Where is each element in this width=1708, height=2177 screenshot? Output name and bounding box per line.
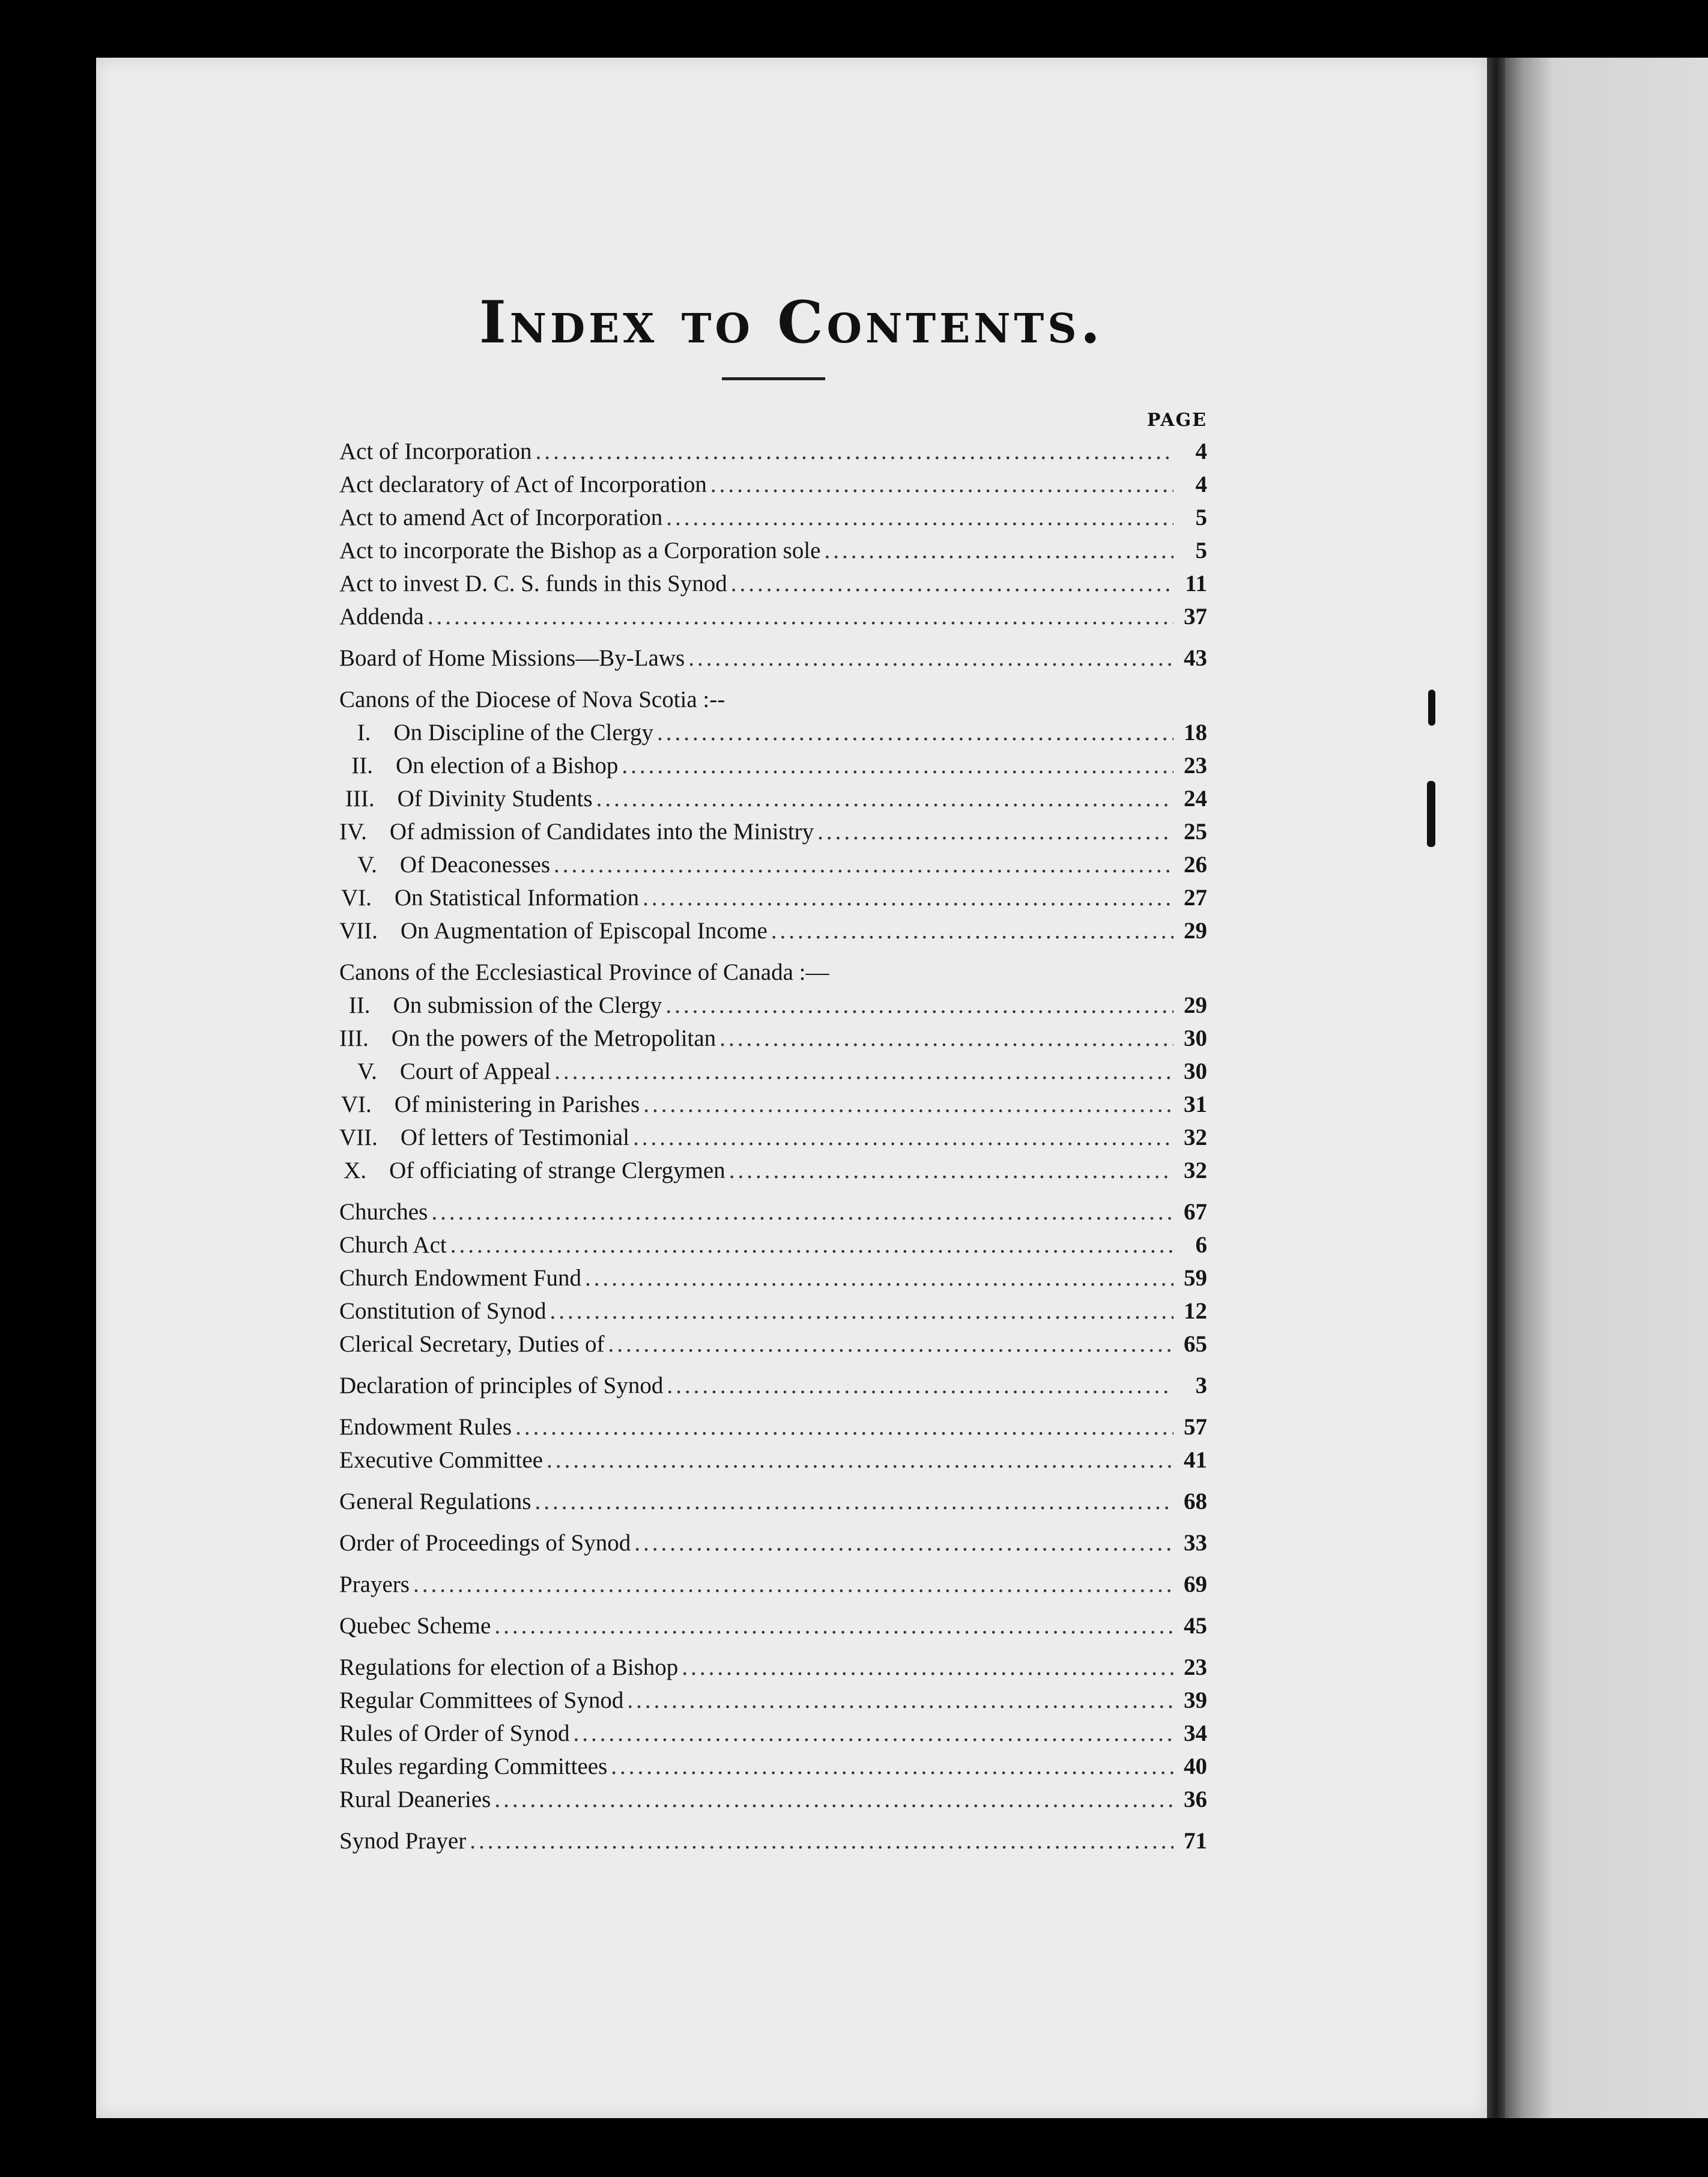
entry-page: 23	[1184, 1654, 1207, 1680]
entry-page: 57	[1184, 1414, 1207, 1440]
canons-heading: Canons of the Ecclesiastical Province of Canada :—	[339, 959, 829, 985]
dot-leader	[719, 1022, 1173, 1055]
canon-numeral: VI.	[341, 885, 372, 911]
entry-title: Declaration of principles of Synod	[339, 1373, 664, 1398]
dot-leader	[515, 1410, 1173, 1444]
canon-entry	[339, 782, 1207, 815]
dot-leader	[643, 1088, 1173, 1121]
index-entry	[339, 1328, 1207, 1361]
entry-title: Act declaratory of Act of Incorporation	[339, 472, 707, 497]
entry-page: 30	[1184, 1025, 1207, 1051]
dot-leader	[547, 1444, 1173, 1477]
entry-title: Order of Proceedings of Synod	[339, 1530, 631, 1556]
entry-title: Of ministering in Parishes	[394, 1092, 640, 1117]
index-entry	[339, 1195, 1207, 1228]
index-entry	[339, 567, 1207, 600]
canon-numeral: VII.	[339, 918, 378, 944]
binding-mark	[1428, 690, 1435, 726]
dot-leader	[771, 914, 1173, 947]
index-entry	[339, 1750, 1207, 1783]
dot-leader	[470, 1824, 1173, 1857]
entry-title: On the powers of the Metropolitan	[391, 1025, 716, 1051]
canon-entry	[339, 1154, 1207, 1187]
entry-title: Churches	[339, 1199, 428, 1225]
entry-page: 32	[1184, 1125, 1207, 1150]
dot-leader	[596, 782, 1173, 815]
entry-title: Constitution of Synod	[339, 1298, 547, 1324]
entry-page: 29	[1184, 992, 1207, 1018]
dot-leader	[731, 567, 1173, 600]
entry-title: Of Deaconesses	[399, 852, 551, 878]
canon-entry	[339, 989, 1207, 1022]
index-entry	[339, 501, 1207, 534]
index-entry	[339, 1410, 1207, 1444]
entry-title: Regulations for election of a Bishop	[339, 1654, 679, 1680]
entry-page: 65	[1184, 1331, 1207, 1357]
canon-entry	[339, 848, 1207, 881]
dot-leader	[608, 1328, 1173, 1361]
entry-title: General Regulations	[339, 1489, 531, 1514]
canon-entry	[339, 1055, 1207, 1088]
entry-title: Of admission of Candidates into the Ministry	[389, 819, 814, 845]
entry-page: 41	[1184, 1447, 1207, 1473]
canon-entry	[339, 1022, 1207, 1055]
book-gutter	[1487, 58, 1505, 2118]
entry-page: 18	[1184, 720, 1207, 745]
canon-entry	[339, 881, 1207, 914]
entry-page: 4	[1195, 472, 1207, 497]
entry-page: 71	[1184, 1828, 1207, 1854]
entry-title: Addenda	[339, 604, 424, 630]
index-entry	[339, 1485, 1207, 1518]
canon-numeral: VI.	[341, 1092, 372, 1117]
entry-page: 11	[1185, 571, 1207, 597]
canon-numeral: I.	[357, 720, 371, 745]
entry-page: 30	[1184, 1058, 1207, 1084]
index-entry	[339, 435, 1207, 468]
entry-page: 31	[1184, 1092, 1207, 1117]
canon-numeral: II.	[348, 992, 371, 1018]
entry-title: On submission of the Clergy	[393, 992, 662, 1018]
entry-page: 34	[1184, 1720, 1207, 1746]
entry-title: On Augmentation of Episcopal Income	[400, 918, 768, 944]
canons-heading: Canons of the Diocese of Nova Scotia :--	[339, 687, 725, 712]
index-entry	[339, 1444, 1207, 1477]
entry-title: Church Act	[339, 1232, 447, 1258]
entry-page: 39	[1184, 1687, 1207, 1713]
entry-title: Of Divinity Students	[397, 786, 593, 812]
entry-page: 29	[1184, 918, 1207, 944]
canon-numeral: V.	[357, 852, 377, 878]
canon-numeral: X.	[344, 1158, 367, 1183]
dot-leader	[413, 1568, 1173, 1601]
entry-title: On Discipline of the Clergy	[393, 720, 653, 745]
entry-title: Prayers	[339, 1571, 410, 1597]
entry-title: Clerical Secretary, Duties of	[339, 1331, 605, 1357]
dot-leader	[666, 501, 1173, 534]
index-entry	[339, 642, 1207, 675]
entry-page: 33	[1184, 1530, 1207, 1556]
dot-leader	[729, 1154, 1173, 1187]
index-entry	[339, 468, 1207, 501]
entry-page: 36	[1184, 1787, 1207, 1812]
entry-page: 27	[1184, 885, 1207, 911]
dot-leader	[573, 1717, 1173, 1750]
entry-page: 43	[1184, 645, 1207, 671]
entry-title: Of officiating of strange Clergymen	[389, 1158, 725, 1183]
dot-leader	[554, 1055, 1173, 1088]
index-entry	[339, 1262, 1207, 1295]
dot-leader	[817, 815, 1173, 848]
entry-page: 24	[1184, 786, 1207, 812]
canon-entry	[339, 716, 1207, 749]
canon-numeral: IV.	[339, 819, 367, 845]
page-title: Index to Contents.	[479, 288, 1104, 356]
dot-leader	[622, 749, 1173, 782]
dot-leader	[428, 600, 1173, 633]
entry-title: Court of Appeal	[399, 1058, 551, 1084]
entry-page: 4	[1195, 439, 1207, 464]
entry-page: 26	[1184, 852, 1207, 878]
dot-leader	[657, 716, 1173, 749]
index-entry	[339, 1824, 1207, 1857]
entry-page: 45	[1184, 1613, 1207, 1639]
entry-title: Board of Home Missions—By-Laws	[339, 645, 685, 671]
title-rule	[722, 377, 825, 380]
entry-page: 69	[1184, 1571, 1207, 1597]
canon-numeral: V.	[357, 1058, 377, 1084]
dot-leader	[667, 1369, 1173, 1402]
entry-title: Quebec Scheme	[339, 1613, 491, 1639]
dot-leader	[824, 534, 1173, 567]
entry-title: Synod Prayer	[339, 1828, 467, 1854]
dot-leader	[554, 848, 1173, 881]
canon-entry	[339, 815, 1207, 848]
entry-title: On election of a Bishop	[395, 753, 619, 779]
entry-page: 32	[1184, 1158, 1207, 1183]
index-entry	[339, 534, 1207, 567]
entry-page: 12	[1184, 1298, 1207, 1324]
entry-title: Church Endowment Fund	[339, 1265, 581, 1291]
entry-page: 40	[1184, 1753, 1207, 1779]
entry-page: 67	[1184, 1199, 1207, 1225]
index-entry	[339, 1526, 1207, 1559]
index-entry	[339, 1369, 1207, 1402]
dot-leader	[494, 1783, 1173, 1816]
dot-leader	[710, 468, 1173, 501]
dot-leader	[643, 881, 1173, 914]
entry-page: 3	[1195, 1373, 1207, 1398]
entry-title: Rules of Order of Synod	[339, 1720, 570, 1746]
canon-numeral: III.	[339, 1025, 369, 1051]
dot-leader	[585, 1262, 1173, 1295]
entry-page: 25	[1184, 819, 1207, 845]
canon-numeral: III.	[345, 786, 375, 812]
dot-leader	[688, 642, 1173, 675]
entry-title: Act to invest D. C. S. funds in this Synod	[339, 571, 727, 597]
entry-title: Endowment Rules	[339, 1414, 512, 1440]
entry-page: 5	[1195, 505, 1207, 530]
binding-mark	[1427, 781, 1435, 847]
entry-page: 68	[1184, 1489, 1207, 1514]
dot-leader	[494, 1609, 1173, 1642]
entry-title: On Statistical Information	[394, 885, 640, 911]
index-entry	[339, 1295, 1207, 1328]
facing-page-edge	[1505, 58, 1708, 2118]
canon-numeral: VII.	[339, 1125, 378, 1150]
entry-title: Of letters of Testimonial	[400, 1125, 629, 1150]
dot-leader	[611, 1750, 1173, 1783]
entry-title: Act of Incorporation	[339, 439, 532, 464]
dot-leader	[431, 1195, 1173, 1228]
index-entry	[339, 600, 1207, 633]
index-entry	[339, 1651, 1207, 1684]
entry-page: 23	[1184, 753, 1207, 779]
entry-title: Executive Committee	[339, 1447, 543, 1473]
canon-entry	[339, 749, 1207, 782]
index-entry	[339, 1684, 1207, 1717]
entry-title: Rules regarding Committees	[339, 1753, 608, 1779]
index-entries	[339, 435, 1207, 1857]
index-entry	[339, 1717, 1207, 1750]
entry-title: Regular Committees of Synod	[339, 1687, 624, 1713]
entry-page: 37	[1184, 604, 1207, 630]
dot-leader	[535, 1485, 1173, 1518]
entry-page: 5	[1195, 538, 1207, 563]
index-entry	[339, 1568, 1207, 1601]
entry-title: Rural Deaneries	[339, 1787, 491, 1812]
entry-title: Act to amend Act of Incorporation	[339, 505, 663, 530]
dot-leader	[627, 1684, 1173, 1717]
dot-leader	[682, 1651, 1173, 1684]
dot-leader	[536, 435, 1173, 468]
entry-title: Act to incorporate the Bishop as a Corporation sole	[339, 538, 821, 563]
canon-entry	[339, 1088, 1207, 1121]
index-entry	[339, 1783, 1207, 1816]
dot-leader	[550, 1295, 1173, 1328]
entry-page: 6	[1195, 1232, 1207, 1258]
canon-entry	[339, 1121, 1207, 1154]
canon-entry	[339, 914, 1207, 947]
dot-leader	[665, 989, 1173, 1022]
entry-page: 59	[1184, 1265, 1207, 1291]
index-entry	[339, 1609, 1207, 1642]
dot-leader	[633, 1121, 1173, 1154]
dot-leader	[450, 1228, 1173, 1262]
canon-numeral: II.	[351, 753, 373, 779]
index-entry	[339, 1228, 1207, 1262]
page-column-header: PAGE	[1146, 410, 1207, 431]
dot-leader	[634, 1526, 1173, 1559]
